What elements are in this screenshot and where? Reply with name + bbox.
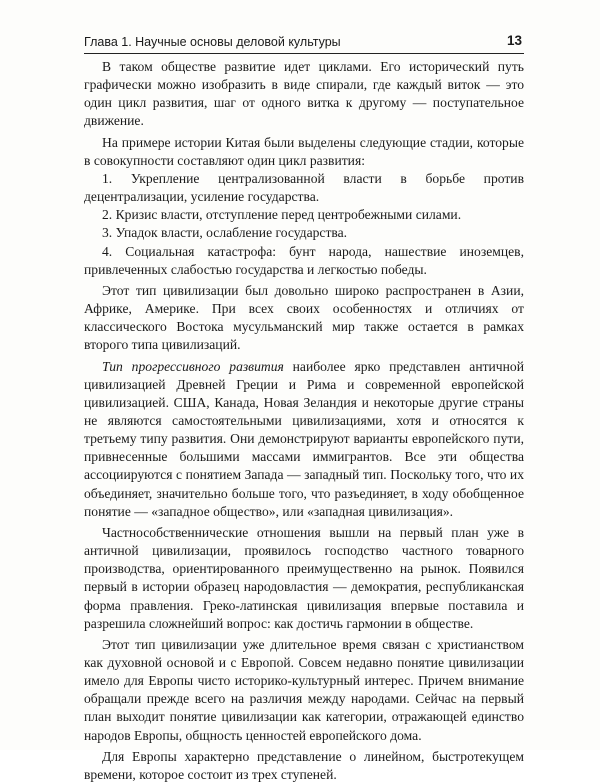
paragraph-cycles: В таком обществе развитие идет циклами. Его исторический путь графически можно изобразить в виде спирали, где каждый виток — это один цикл развития, шаг от одного витка к другому — поступательное движение. [84, 59, 524, 129]
paragraph-second-type: Этот тип цивилизации был довольно широко распространен в Азии, Африке, Америке. При всех своих особенностях и отличиях от классического Востока мусульманский мир также остается в рамках второго типа цивилизаций. [84, 282, 524, 353]
list-item-stage-2: 2. Кризис власти, отступление перед центробежными силами. [102, 207, 462, 223]
chapter-title: Глава 1. Научные основы деловой культуры [84, 35, 341, 49]
body-text [84, 58, 524, 784]
list-item-stage-1: 1. Укрепление централизованной власти в борьбе против децентрализации, усиление государства. [84, 170, 524, 205]
running-header [84, 31, 524, 54]
paragraph-linear-time: Для Европы характерно представление о линейном, быстротекущем времени, которое состоит из трех ступеней. [84, 748, 524, 782]
list-item-stage-3: 3. Упадок власти, ослабление государства. [102, 225, 348, 241]
paragraph-progressive-type [84, 358, 524, 521]
paragraph-progressive-text: наиболее ярко представлен античной цивилизацией Древней Греции и Рима и современной европейской цивилизацией. США, Канада, Новая Зеландия и некоторые другие страны не являются самостоятельными цивилизациями, хотя и относятся к третьему типу развития. Они демонстрируют варианты европейского пути, привнесенные большими массами иммигрантов. Все эти общества ассоциируются с понятием Запада — западный тип. Поскольку того, что их объединяет, значительно больше того, что разъединяет, в ходу обобщенное понятие — «западное общество», или «западная цивилизация». [84, 358, 524, 519]
paragraph-christianity: Этот тип цивилизации уже длительное время связан с христианством как духовной основой и с Европой. Совсем недавно понятие цивилизации имело для Европы чисто историко-культурный интерес. Причем внимание обращали прежде всего на различия между народами. Сейчас на первый план выходит понятие цивилизации как категории, отражающей единство народов Европы, общность ценностей европейского дома. [84, 636, 524, 743]
page-number: 13 [506, 33, 522, 48]
paragraph-china-stages: На примере истории Китая были выделены следующие стадии, которые в совокупности составляют один цикл развития: [84, 134, 524, 168]
paragraph-private-property: Частнособственнические отношения вышли на первый план уже в античной цивилизации, проявилось господство частного товарного производства, ориентированного преимущественно на рынок. Появился первый в истории образец народовластия — демократия, республиканская форма правления. Греко-латинская цивилизация впервые поставила и разрешила сложнейший вопрос: как достичь гармонии в обществе. [84, 524, 524, 631]
italic-term: Тип прогрессивного развития [102, 358, 284, 374]
list-item-stage-4: 4. Социальная катастрофа: бунт народа, нашествие иноземцев, привлеченных слабостью государства и легкостью победы. [84, 243, 524, 277]
